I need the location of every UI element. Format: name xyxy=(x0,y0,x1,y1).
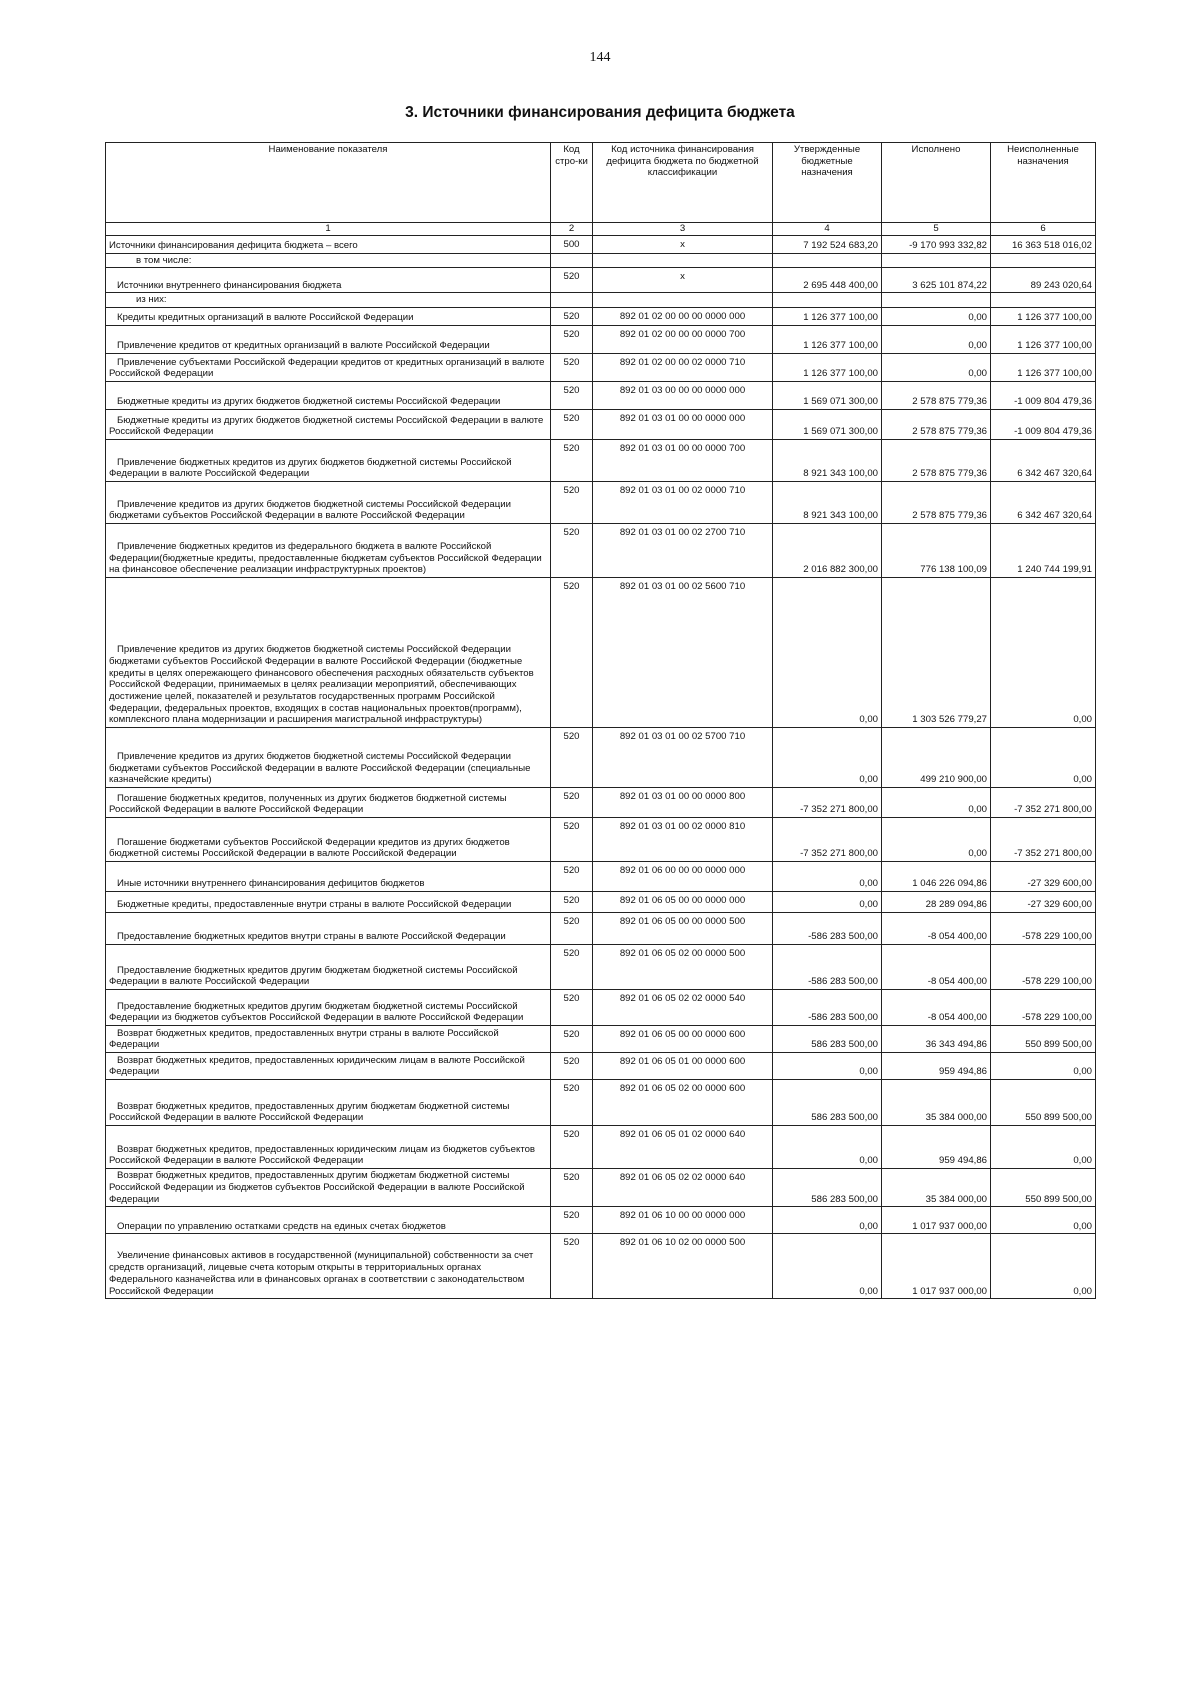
row-approved-value: 1 126 377 100,00 xyxy=(773,354,882,382)
row-unexecuted-value: 0,00 xyxy=(991,728,1096,788)
row-name: Операции по управлению остатками средств на единых счетах бюджетов xyxy=(106,1207,551,1234)
row-line-code: 500 xyxy=(551,235,593,253)
table-row xyxy=(106,410,1096,440)
table-header-row xyxy=(106,143,1096,223)
row-unexecuted-value: 6 342 467 320,64 xyxy=(991,440,1096,482)
column-number-row xyxy=(106,223,1096,236)
row-line-code: 520 xyxy=(551,1080,593,1126)
table-row xyxy=(106,482,1096,524)
row-executed-value: 2 578 875 779,36 xyxy=(882,482,991,524)
row-executed-value: -9 170 993 332,82 xyxy=(882,235,991,253)
row-line-code: 520 xyxy=(551,440,593,482)
empty-cell xyxy=(551,253,593,268)
row-name: Привлечение кредитов от кредитных организаций в валюте Российской Федерации xyxy=(106,326,551,354)
empty-cell xyxy=(593,293,773,308)
row-unexecuted-value: 0,00 xyxy=(991,1234,1096,1299)
row-line-code: 520 xyxy=(551,892,593,913)
row-source-code: 892 01 06 05 00 00 0000 000 xyxy=(593,892,773,913)
table-row xyxy=(106,382,1096,410)
row-line-code: 520 xyxy=(551,578,593,728)
table-row xyxy=(106,326,1096,354)
column-number: 5 xyxy=(882,223,991,236)
subheading-label: в том числе: xyxy=(106,253,551,268)
table-row xyxy=(106,862,1096,892)
row-unexecuted-value: -1 009 804 479,36 xyxy=(991,410,1096,440)
row-approved-value: -7 352 271 800,00 xyxy=(773,818,882,862)
row-unexecuted-value: 0,00 xyxy=(991,1126,1096,1169)
row-unexecuted-value: 550 899 500,00 xyxy=(991,1026,1096,1053)
row-approved-value: 1 569 071 300,00 xyxy=(773,382,882,410)
row-executed-value: 1 046 226 094,86 xyxy=(882,862,991,892)
section-title: 3. Источники финансирования дефицита бюджета xyxy=(405,104,795,121)
row-source-code: 892 01 02 00 00 00 0000 000 xyxy=(593,308,773,326)
table-row xyxy=(106,440,1096,482)
row-executed-value: -8 054 400,00 xyxy=(882,945,991,990)
table-row xyxy=(106,1053,1096,1080)
table-row xyxy=(106,818,1096,862)
row-line-code: 520 xyxy=(551,410,593,440)
row-source-code: 892 01 03 01 00 00 0000 800 xyxy=(593,788,773,818)
row-approved-value: 0,00 xyxy=(773,1234,882,1299)
row-line-code: 520 xyxy=(551,788,593,818)
row-unexecuted-value: 0,00 xyxy=(991,578,1096,728)
row-approved-value: 1 569 071 300,00 xyxy=(773,410,882,440)
row-unexecuted-value: -578 229 100,00 xyxy=(991,945,1096,990)
row-name: Возврат бюджетных кредитов, предоставленных юридическим лицам из бюджетов субъектов Российской Федерации в валюте Российской Федерации xyxy=(106,1126,551,1169)
header-line-code: Код стро-ки xyxy=(551,143,593,223)
row-line-code: 520 xyxy=(551,1169,593,1207)
row-executed-value: 2 578 875 779,36 xyxy=(882,382,991,410)
row-source-code: 892 01 06 05 02 00 0000 600 xyxy=(593,1080,773,1126)
row-line-code: 520 xyxy=(551,482,593,524)
empty-cell xyxy=(991,253,1096,268)
row-name: Возврат бюджетных кредитов, предоставленных другим бюджетам бюджетной системы Российской Федерации в валюте Российской Федерации xyxy=(106,1080,551,1126)
row-name: Предоставление бюджетных кредитов внутри страны в валюте Российской Федерации xyxy=(106,913,551,945)
row-name: Бюджетные кредиты из других бюджетов бюджетной системы Российской Федерации в валюте Российской Федерации xyxy=(106,410,551,440)
row-unexecuted-value: 1 126 377 100,00 xyxy=(991,308,1096,326)
table-row xyxy=(106,524,1096,578)
row-approved-value: 8 921 343 100,00 xyxy=(773,440,882,482)
row-unexecuted-value: 1 126 377 100,00 xyxy=(991,354,1096,382)
row-unexecuted-value: 550 899 500,00 xyxy=(991,1080,1096,1126)
row-source-code: 892 01 03 01 00 02 0000 710 xyxy=(593,482,773,524)
table-row xyxy=(106,235,1096,253)
table-row xyxy=(106,268,1096,293)
header-executed: Исполнено xyxy=(882,143,991,223)
row-line-code: 520 xyxy=(551,326,593,354)
table-row xyxy=(106,578,1096,728)
row-name: Увеличение финансовых активов в государственной (муниципальной) собственности за счет средств организаций, лицевые счета которым открыты в территориальных органах Федерального казначейства или в финансовых органах в соответствии с законодательством Российской Федерации xyxy=(106,1234,551,1299)
row-name: Привлечение субъектами Российской Федерации кредитов от кредитных организаций в валюте Российской Федерации xyxy=(106,354,551,382)
row-name: Возврат бюджетных кредитов, предоставленных внутри страны в валюте Российской Федерации xyxy=(106,1026,551,1053)
row-line-code: 520 xyxy=(551,913,593,945)
row-line-code: 520 xyxy=(551,382,593,410)
row-executed-value: 0,00 xyxy=(882,788,991,818)
header-name: Наименование показателя xyxy=(106,143,551,223)
row-line-code: 520 xyxy=(551,728,593,788)
table-row xyxy=(106,728,1096,788)
row-approved-value: 7 192 524 683,20 xyxy=(773,235,882,253)
table-subheading-row xyxy=(106,293,1096,308)
row-executed-value: -8 054 400,00 xyxy=(882,990,991,1026)
table-row xyxy=(106,892,1096,913)
row-executed-value: 28 289 094,86 xyxy=(882,892,991,913)
row-approved-value: 0,00 xyxy=(773,1053,882,1080)
row-approved-value: 2 016 882 300,00 xyxy=(773,524,882,578)
row-line-code: 520 xyxy=(551,818,593,862)
row-name: Привлечение бюджетных кредитов из других бюджетов бюджетной системы Российской Федерации в валюте Российской Федерации xyxy=(106,440,551,482)
table-row xyxy=(106,945,1096,990)
row-line-code: 520 xyxy=(551,1026,593,1053)
row-approved-value: -7 352 271 800,00 xyxy=(773,788,882,818)
row-source-code: 892 01 03 01 00 02 5700 710 xyxy=(593,728,773,788)
row-unexecuted-value: 6 342 467 320,64 xyxy=(991,482,1096,524)
row-unexecuted-value: 0,00 xyxy=(991,1053,1096,1080)
row-executed-value: 1 017 937 000,00 xyxy=(882,1207,991,1234)
row-line-code: 520 xyxy=(551,945,593,990)
row-unexecuted-value: -578 229 100,00 xyxy=(991,990,1096,1026)
row-source-code: x xyxy=(593,268,773,293)
row-approved-value: 0,00 xyxy=(773,862,882,892)
row-line-code: 520 xyxy=(551,1234,593,1299)
table-row xyxy=(106,1080,1096,1126)
empty-cell xyxy=(773,253,882,268)
row-source-code: 892 01 06 05 00 00 0000 600 xyxy=(593,1026,773,1053)
row-name: Погашение бюджетами субъектов Российской Федерации кредитов из других бюджетов бюджетной системы Российской Федерации в валюте Российской Федерации xyxy=(106,818,551,862)
row-approved-value: 0,00 xyxy=(773,728,882,788)
row-approved-value: 8 921 343 100,00 xyxy=(773,482,882,524)
row-approved-value: 1 126 377 100,00 xyxy=(773,308,882,326)
row-unexecuted-value: 89 243 020,64 xyxy=(991,268,1096,293)
row-source-code: 892 01 06 05 01 02 0000 640 xyxy=(593,1126,773,1169)
row-source-code: 892 01 02 00 00 00 0000 700 xyxy=(593,326,773,354)
table-row xyxy=(106,788,1096,818)
row-unexecuted-value: -578 229 100,00 xyxy=(991,913,1096,945)
column-number: 6 xyxy=(991,223,1096,236)
header-source-code: Код источника финансирования дефицита бюджета по бюджетной классификации xyxy=(593,143,773,223)
row-approved-value: -586 283 500,00 xyxy=(773,945,882,990)
table-row xyxy=(106,1234,1096,1299)
row-source-code: 892 01 03 01 00 02 2700 710 xyxy=(593,524,773,578)
row-name: Кредиты кредитных организаций в валюте Российской Федерации xyxy=(106,308,551,326)
row-source-code: 892 01 06 00 00 00 0000 000 xyxy=(593,862,773,892)
table-row xyxy=(106,1207,1096,1234)
row-approved-value: 0,00 xyxy=(773,1207,882,1234)
row-executed-value: 959 494,86 xyxy=(882,1053,991,1080)
row-name: Привлечение бюджетных кредитов из федерального бюджета в валюте Российской Федерации(бюджетные кредиты, предоставленные бюджетам субъектов Российской Федерации на финансовое обеспечение реализации инфраструктурных проектов) xyxy=(106,524,551,578)
row-unexecuted-value: 0,00 xyxy=(991,1207,1096,1234)
row-source-code: 892 01 06 05 02 02 0000 540 xyxy=(593,990,773,1026)
row-source-code: x xyxy=(593,235,773,253)
row-approved-value: 0,00 xyxy=(773,892,882,913)
budget-deficit-sources-table xyxy=(105,142,1096,1299)
row-unexecuted-value: -1 009 804 479,36 xyxy=(991,382,1096,410)
table-body xyxy=(106,235,1096,1299)
row-unexecuted-value: 1 240 744 199,91 xyxy=(991,524,1096,578)
row-executed-value: 0,00 xyxy=(882,326,991,354)
row-approved-value: 586 283 500,00 xyxy=(773,1026,882,1053)
row-executed-value: 35 384 000,00 xyxy=(882,1169,991,1207)
row-source-code: 892 01 03 00 00 00 0000 000 xyxy=(593,382,773,410)
table-row xyxy=(106,354,1096,382)
header-approved: Утвержденные бюджетные назначения xyxy=(773,143,882,223)
row-source-code: 892 01 06 05 02 02 0000 640 xyxy=(593,1169,773,1207)
row-executed-value: 35 384 000,00 xyxy=(882,1080,991,1126)
row-unexecuted-value: 1 126 377 100,00 xyxy=(991,326,1096,354)
row-approved-value: 0,00 xyxy=(773,578,882,728)
row-name: Предоставление бюджетных кредитов другим бюджетам бюджетной системы Российской Федерации в валюте Российской Федерации xyxy=(106,945,551,990)
row-line-code: 520 xyxy=(551,990,593,1026)
subheading-label: из них: xyxy=(106,293,551,308)
table-row xyxy=(106,913,1096,945)
row-executed-value: -8 054 400,00 xyxy=(882,913,991,945)
row-source-code: 892 01 03 01 00 02 5600 710 xyxy=(593,578,773,728)
row-line-code: 520 xyxy=(551,308,593,326)
row-line-code: 520 xyxy=(551,1126,593,1169)
header-unexecuted: Неисполненные назначения xyxy=(991,143,1096,223)
row-executed-value: 3 625 101 874,22 xyxy=(882,268,991,293)
row-name: Погашение бюджетных кредитов, полученных из других бюджетов бюджетной системы Российской Федерации в валюте Российской Федерации xyxy=(106,788,551,818)
table-subheading-row xyxy=(106,253,1096,268)
row-name: Привлечение кредитов из других бюджетов бюджетной системы Российской Федерации бюджетами субъектов Российской Федерации в валюте Российской Федерации (бюджетные кредиты в целях опережающего финансового обеспечения расходных обязательств субъектов Российской Федерации, принимаемых в целях реализации мероприятий, обеспечивающих достижение целей, показателей и результатов государственных программ Российской Федерации, федеральных проектов, входящих в состав национальных проектов(программ), комплексного плана модернизации и расширения магистральной инфраструктуры) xyxy=(106,578,551,728)
row-line-code: 520 xyxy=(551,1053,593,1080)
row-name: Источники внутреннего финансирования бюджета xyxy=(106,268,551,293)
row-line-code: 520 xyxy=(551,862,593,892)
table-row xyxy=(106,1126,1096,1169)
empty-cell xyxy=(593,253,773,268)
row-executed-value: 1 303 526 779,27 xyxy=(882,578,991,728)
row-source-code: 892 01 06 05 01 00 0000 600 xyxy=(593,1053,773,1080)
row-executed-value: 0,00 xyxy=(882,354,991,382)
row-approved-value: 1 126 377 100,00 xyxy=(773,326,882,354)
row-executed-value: 36 343 494,86 xyxy=(882,1026,991,1053)
row-source-code: 892 01 06 10 02 00 0000 500 xyxy=(593,1234,773,1299)
row-line-code: 520 xyxy=(551,354,593,382)
row-unexecuted-value: -7 352 271 800,00 xyxy=(991,788,1096,818)
row-name: Возврат бюджетных кредитов, предоставленных другим бюджетам бюджетной системы Российской Федерации из бюджетов субъектов Российской Федерации в валюте Российской Федерации xyxy=(106,1169,551,1207)
table-row xyxy=(106,990,1096,1026)
row-name: Предоставление бюджетных кредитов другим бюджетам бюджетной системы Российской Федерации из бюджетов субъектов Российской Федерации в валюте Российской Федерации xyxy=(106,990,551,1026)
row-source-code: 892 01 03 01 00 00 0000 000 xyxy=(593,410,773,440)
row-approved-value: 2 695 448 400,00 xyxy=(773,268,882,293)
row-unexecuted-value: -7 352 271 800,00 xyxy=(991,818,1096,862)
row-approved-value: 586 283 500,00 xyxy=(773,1080,882,1126)
row-executed-value: 2 578 875 779,36 xyxy=(882,410,991,440)
row-unexecuted-value: -27 329 600,00 xyxy=(991,892,1096,913)
row-source-code: 892 01 02 00 00 02 0000 710 xyxy=(593,354,773,382)
row-unexecuted-value: -27 329 600,00 xyxy=(991,862,1096,892)
empty-cell xyxy=(773,293,882,308)
row-source-code: 892 01 03 01 00 00 0000 700 xyxy=(593,440,773,482)
table-row xyxy=(106,308,1096,326)
empty-cell xyxy=(991,293,1096,308)
row-name: Источники финансирования дефицита бюджета – всего xyxy=(106,235,551,253)
row-name: Возврат бюджетных кредитов, предоставленных юридическим лицам в валюте Российской Федерации xyxy=(106,1053,551,1080)
row-approved-value: 0,00 xyxy=(773,1126,882,1169)
empty-cell xyxy=(882,253,991,268)
row-approved-value: 586 283 500,00 xyxy=(773,1169,882,1207)
column-number: 2 xyxy=(551,223,593,236)
row-approved-value: -586 283 500,00 xyxy=(773,990,882,1026)
row-line-code: 520 xyxy=(551,1207,593,1234)
row-line-code: 520 xyxy=(551,524,593,578)
page-number: 144 xyxy=(589,50,611,65)
row-name: Бюджетные кредиты из других бюджетов бюджетной системы Российской Федерации xyxy=(106,382,551,410)
row-source-code: 892 01 06 05 02 00 0000 500 xyxy=(593,945,773,990)
row-name: Иные источники внутреннего финансирования дефицитов бюджетов xyxy=(106,862,551,892)
empty-cell xyxy=(551,293,593,308)
row-executed-value: 2 578 875 779,36 xyxy=(882,440,991,482)
row-executed-value: 1 017 937 000,00 xyxy=(882,1234,991,1299)
column-number: 3 xyxy=(593,223,773,236)
row-source-code: 892 01 06 10 00 00 0000 000 xyxy=(593,1207,773,1234)
row-name: Привлечение кредитов из других бюджетов бюджетной системы Российской Федерации бюджетами субъектов Российской Федерации в валюте Российской Федерации xyxy=(106,482,551,524)
row-approved-value: -586 283 500,00 xyxy=(773,913,882,945)
row-line-code: 520 xyxy=(551,268,593,293)
table-row xyxy=(106,1026,1096,1053)
table-row xyxy=(106,1169,1096,1207)
row-executed-value: 0,00 xyxy=(882,818,991,862)
row-executed-value: 776 138 100,09 xyxy=(882,524,991,578)
row-executed-value: 0,00 xyxy=(882,308,991,326)
row-unexecuted-value: 550 899 500,00 xyxy=(991,1169,1096,1207)
row-executed-value: 959 494,86 xyxy=(882,1126,991,1169)
row-source-code: 892 01 03 01 00 02 0000 810 xyxy=(593,818,773,862)
row-executed-value: 499 210 900,00 xyxy=(882,728,991,788)
row-unexecuted-value: 16 363 518 016,02 xyxy=(991,235,1096,253)
column-number: 1 xyxy=(106,223,551,236)
row-source-code: 892 01 06 05 00 00 0000 500 xyxy=(593,913,773,945)
empty-cell xyxy=(882,293,991,308)
row-name: Привлечение кредитов из других бюджетов бюджетной системы Российской Федерации бюджетами субъектов Российской Федерации в валюте Российской Федерации (специальные казначейские кредиты) xyxy=(106,728,551,788)
row-name: Бюджетные кредиты, предоставленные внутри страны в валюте Российской Федерации xyxy=(106,892,551,913)
column-number: 4 xyxy=(773,223,882,236)
